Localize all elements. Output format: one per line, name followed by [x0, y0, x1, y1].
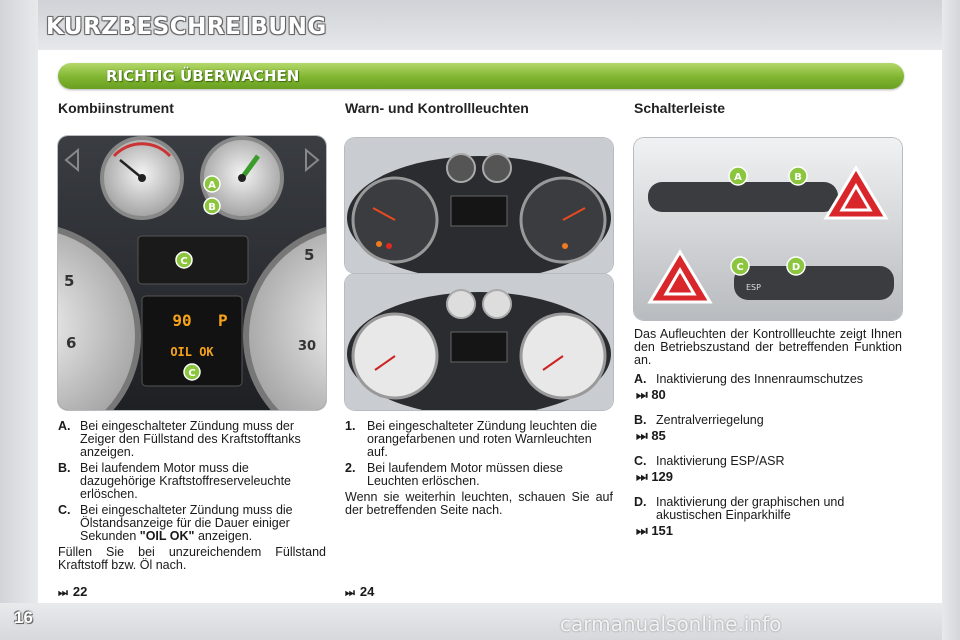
item-key: C. [634, 454, 647, 468]
watermark: carmanualsonline.info [560, 612, 782, 636]
entry-line [634, 455, 902, 468]
middle-paragraph: Wenn sie weiterhin leuchten, schauen Sie auf der betreffenden Seite nach. [345, 490, 613, 517]
heading-kombiinstrument: Kombiinstrument [58, 100, 174, 116]
heading-schalterleiste: Schalterleiste [634, 100, 726, 116]
page-frame-left [0, 0, 38, 640]
list-item [634, 496, 902, 537]
switch-label-a: A [734, 172, 742, 183]
switch-label-b: B [794, 172, 802, 183]
left-paragraph: Füllen Sie bei unzureichendem Füllstand Kraftstoff bzw. Öl nach. [58, 545, 326, 572]
entry-line [634, 373, 902, 386]
dial-number-30: 30 [298, 339, 317, 354]
page-ref [636, 388, 902, 401]
item-text: Bei laufendem Motor muss die dazugehörige Kraftstoffreserveleuchte erlöschen. [80, 461, 292, 501]
double-arrow-icon: ⏭ [636, 523, 648, 538]
page-ref [636, 470, 902, 483]
left-text-block [58, 420, 326, 572]
label-c-lower: C [188, 368, 196, 379]
item-key: A. [634, 372, 647, 386]
list-item [634, 455, 902, 483]
double-arrow-icon: ⏭ [636, 428, 648, 443]
label-c-upper: C [180, 256, 188, 267]
label-a: A [208, 180, 216, 191]
dial-number-5-right: 5 [304, 246, 315, 264]
page-ref-number: 80 [651, 387, 666, 402]
page-ref-number: 85 [651, 428, 666, 443]
page-ref-number: 22 [72, 584, 88, 599]
item-text: Inaktivierung der graphischen und akustischen Einparkhilfe [656, 495, 845, 522]
item-key: B. [634, 413, 647, 427]
item-text: Bei eingeschalteter Zündung leuchten die orangefarbenen und roten Warnleuchten auf. [367, 419, 598, 459]
heading-warnleuchten: Warn- und Kontrollleuchten [345, 100, 529, 116]
item-text: Bei eingeschalteter Zündung muss der Zeiger den Füllstand des Kraftstofftanks anzeigen. [80, 419, 301, 459]
item-text: Zentralverriegelung [656, 413, 764, 427]
list-item [634, 414, 902, 442]
switch-strip-photo [634, 138, 902, 320]
item-text: Bei laufendem Motor müssen diese Leuchten erlöschen. [367, 461, 563, 488]
item-key: C. [58, 503, 71, 517]
double-arrow-icon: ⏭ [636, 469, 648, 484]
page-frame-bottom [0, 603, 960, 640]
section-banner [58, 63, 904, 89]
list-item [634, 373, 902, 401]
page-ref [636, 524, 902, 537]
right-text-block [634, 328, 902, 550]
list-item [58, 462, 326, 501]
item-text-bold: "OIL OK" [139, 529, 195, 543]
page-ref-number: 129 [651, 469, 674, 484]
item-text-start: Bei eingeschalteter Zündung muss die Ölstandsanzeige für die Dauer einiger Sekunden [80, 503, 293, 543]
section-title: RICHTIG ÜBERWACHEN [106, 67, 300, 85]
dial-number-6: 6 [66, 334, 77, 352]
item-text-end: anzeigen. [194, 529, 253, 543]
page-ref-number: 151 [651, 523, 674, 538]
dashboard-photo-1 [345, 138, 613, 273]
dial-number-5-left: 5 [64, 272, 75, 290]
list-item [345, 420, 613, 459]
page-frame-right [942, 0, 960, 640]
list-item [58, 420, 326, 459]
display-gear: P [218, 311, 228, 330]
item-key: 1. [345, 419, 356, 433]
item-key: A. [58, 419, 71, 433]
page-title: KURZBESCHREIBUNG [46, 14, 327, 40]
right-paragraph: Das Aufleuchten der Kontrollleuchte zeigt Ihnen den Betriebszustand der betreffenden Funktion an. [634, 327, 902, 367]
item-key: 2. [345, 461, 356, 475]
page-number: 16 [14, 608, 33, 627]
double-arrow-icon: ⏭ [58, 587, 68, 599]
middle-text-block [345, 420, 613, 517]
switch-label-c: C [736, 262, 744, 273]
double-arrow-icon: ⏭ [345, 587, 355, 599]
item-key: D. [634, 495, 647, 509]
item-text: Inaktivierung des Innenraumschutzes [656, 372, 864, 386]
switch-label-d: D [791, 262, 801, 273]
item-text: Inaktivierung ESP/ASR [656, 454, 785, 468]
entry-line [634, 496, 902, 522]
left-page-ref [58, 584, 87, 600]
page-ref [636, 429, 902, 442]
double-arrow-icon: ⏭ [636, 387, 648, 402]
cluster-photo [58, 136, 326, 410]
page-ref-number: 24 [359, 584, 375, 599]
entry-line [634, 414, 902, 427]
item-text [80, 504, 326, 543]
item-key: B. [58, 461, 71, 475]
display-oil-ok: OIL OK [170, 345, 214, 359]
list-item [58, 504, 326, 543]
list-item [345, 462, 613, 488]
label-b: B [208, 202, 216, 213]
switch-esp-text: ESP [746, 283, 761, 292]
middle-page-ref [345, 584, 374, 600]
dashboard-photo-2 [345, 274, 613, 410]
display-value: 90 [172, 311, 192, 330]
